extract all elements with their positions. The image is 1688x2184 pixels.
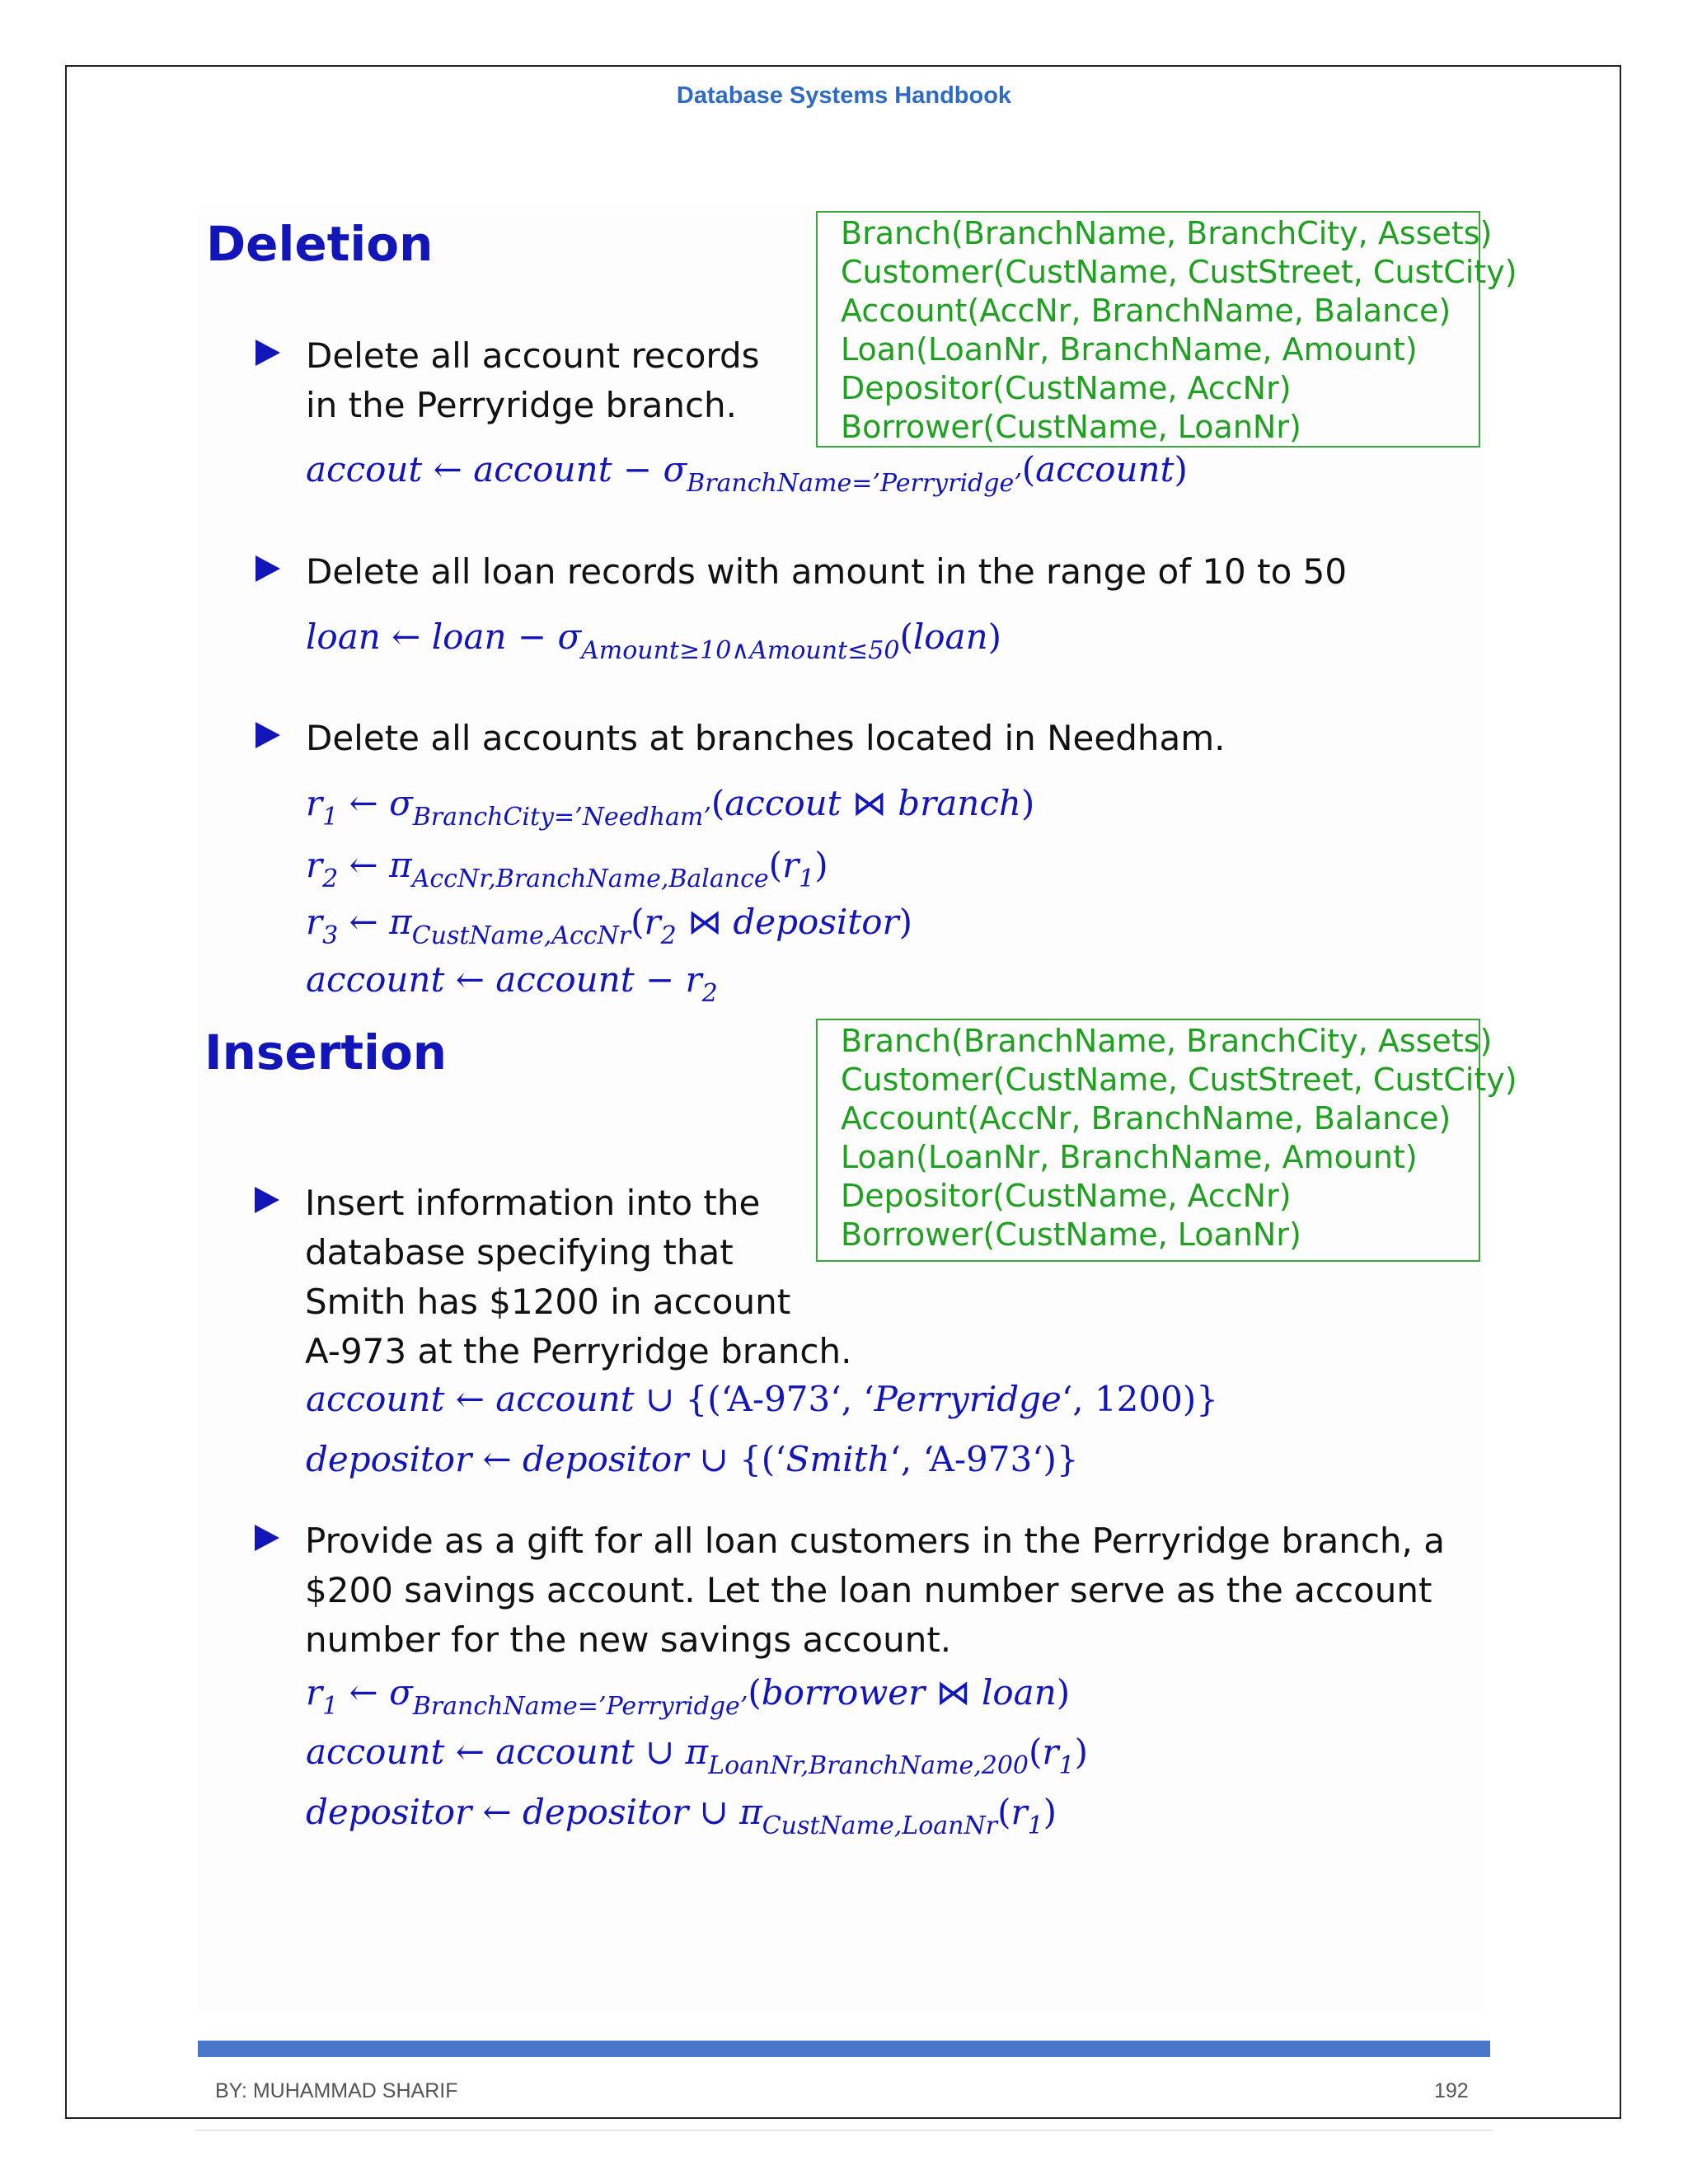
footer-divider <box>195 2130 1493 2131</box>
formula-insert-depositor: depositor ← depositor ∪ {(‘Smith‘, ‘A-973‘)} <box>306 1439 1079 1479</box>
schema-box-deletion <box>816 211 1517 448</box>
bullet-line: number for the new savings account. <box>305 1619 952 1660</box>
footer-bar <box>198 2041 1490 2057</box>
schema-box-insertion <box>816 1019 1517 1262</box>
formula-depositor-union: depositor ← depositor ∪ $\pi_{CustName,LoanNr}(r_1)$ <box>306 1792 1057 1840</box>
bullet-line: database specifying that <box>305 1232 734 1272</box>
deletion-title: Deletion <box>206 216 434 272</box>
footer-author: BY: MUHAMMAD SHARIF <box>215 2079 458 2102</box>
formula-r3-project: $r_3$ ← $\pi_{CustName,AccNr}(r_2$ ⋈ depositor) <box>306 902 912 950</box>
insertion-title: Insertion <box>204 1024 448 1080</box>
bullet-line: Provide as a gift for all loan customers in the Perryridge branch, a <box>305 1521 1445 1561</box>
bullet-line: Delete all accounts at branches located in Needham. <box>306 718 1226 758</box>
formula-insert-account: account ← account ∪ {(‘A-973‘, ‘Perryridge‘, 1200)} <box>306 1379 1218 1419</box>
formula-account-minus-r2: account ← account − $r_2$ <box>306 959 718 1008</box>
schema-line: Customer(CustName, CustStreet, CustCity) <box>841 254 1517 290</box>
deletion-bullet-2 <box>306 547 1347 597</box>
insertion-bullet-2 <box>305 1516 1445 1665</box>
formula-r1-needham: $r_1$ ← $\sigma_{BranchCity=’Needham’}(accout$ ⋈ branch) <box>306 783 1035 832</box>
bullet-line: A-973 at the Perryridge branch. <box>305 1331 852 1371</box>
schema-line: Depositor(CustName, AccNr) <box>841 1178 1292 1214</box>
schema-line: Customer(CustName, CustStreet, CustCity) <box>841 1062 1517 1098</box>
schema-line: Depositor(CustName, AccNr) <box>841 370 1292 406</box>
triangle-right-icon <box>255 1187 279 1213</box>
schema-line: Loan(LoanNr, BranchName, Amount) <box>841 331 1418 368</box>
schema-line: Loan(LoanNr, BranchName, Amount) <box>841 1139 1418 1175</box>
bullet-line: Insert information into the <box>305 1183 761 1223</box>
triangle-right-icon <box>256 555 280 582</box>
deletion-bullet-1 <box>306 331 760 430</box>
schema-line: Borrower(CustName, LoanNr) <box>841 1216 1301 1253</box>
bullet-line: Delete all account records <box>306 335 760 376</box>
bullet-line: Smith has $1200 in account <box>305 1282 791 1322</box>
triangle-right-icon <box>255 1525 279 1551</box>
formula-r1-borrower: $r_1$ ← $\sigma_{BranchName=’Perryridge’}(borrower$ ⋈ loan) <box>306 1672 1071 1721</box>
schema-line: Branch(BranchName, BranchCity, Assets) <box>841 1023 1493 1059</box>
schema-line: Account(AccNr, BranchName, Balance) <box>841 1100 1451 1137</box>
formula-delete-perryridge: accout ← account − $\sigma_{BranchName=’Perryridge’}(account)$ <box>306 449 1188 498</box>
bullet-line: Delete all loan records with amount in the range of 10 to 50 <box>306 551 1348 592</box>
bullet-line: $200 savings account. Let the loan number serve as the account <box>305 1570 1432 1610</box>
page-number: 192 <box>1434 2079 1469 2102</box>
triangle-right-icon <box>256 722 280 748</box>
insertion-bullet-1 <box>305 1179 851 1376</box>
schema-line: Account(AccNr, BranchName, Balance) <box>841 293 1451 329</box>
schema-line: Borrower(CustName, LoanNr) <box>841 409 1301 445</box>
formula-account-union: account ← account ∪ $\pi_{LoanNr,BranchName,200}(r_1)$ <box>306 1732 1088 1780</box>
triangle-right-icon <box>256 340 280 366</box>
page-header-title: Database Systems Handbook <box>676 82 1012 109</box>
formula-delete-loans: loan ← loan − $\sigma_{Amount\ge 10\wedge Amount\le 50}(loan)$ <box>306 616 1002 665</box>
deletion-bullet-3 <box>306 714 1225 763</box>
formula-r2-project: $r_2$ ← $\pi_{AccNr,BranchName,Balance}(r_1)$ <box>306 845 828 893</box>
bullet-line: in the Perryridge branch. <box>306 385 738 425</box>
schema-line: Branch(BranchName, BranchCity, Assets) <box>841 215 1493 251</box>
